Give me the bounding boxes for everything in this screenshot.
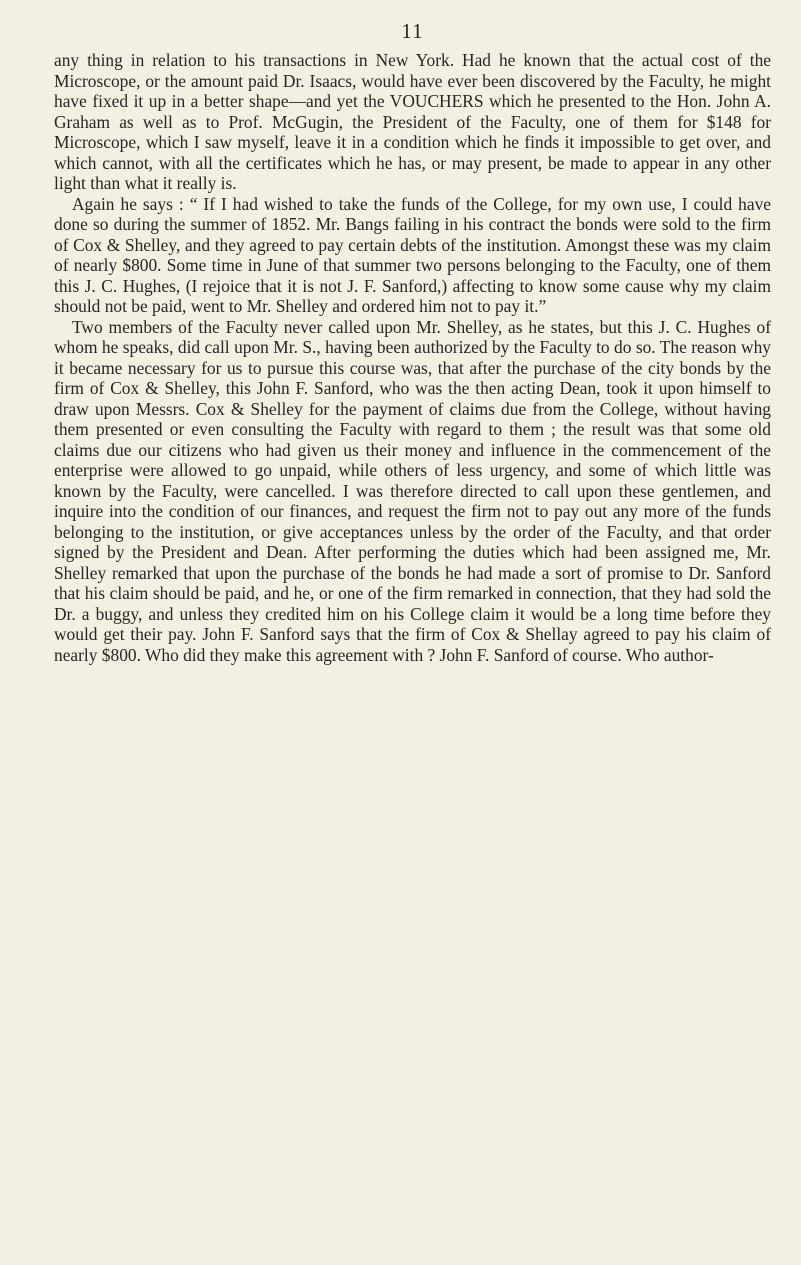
paragraph-3: Two members of the Faculty never called upon Mr. Shelley, as he states, but this J. C. Hughes of whom he speaks, did call upon Mr. S., having been authorized by the Faculty to do so. The reason why it became necessary for us to pursue this course was, that after the purchase of the city bonds by the firm of Cox & Shelley, this John F. Sanford, who was the then acting Dean, took it upon himself to draw upon Messrs. Cox & Shelley for the payment of claims due from the College, without having them presented or even consulting the Faculty with regard to them ; the result was that some old claims due our citizens who had given us their money and influence in the commencement of the enterprise were allowed to go unpaid, while others of less urgency, and some of which little was known by the Faculty, were cancelled. I was therefore directed to call upon these gentlemen, and inquire into the condition of our finances, and request the firm not to pay out any more of the funds belonging to the institution, or give acceptances unless by the order of the Faculty, and that order signed by the President and Dean. After performing the duties which had been assigned me, Mr. Shelley remarked that upon the purchase of the bonds he had made a sort of promise to Dr. Sanford that his claim should be paid, and he, or one of the firm remarked in connection, that they had sold the Dr. a buggy, and unless they credited him on his College claim it would be a long time before they would get their pay. John F. Sanford says that the firm of Cox & Shellay agreed to pay his claim of nearly $800. Who did they make this agreement with ? John F. Sanford of course. Who author-	[54, 316, 771, 665]
paragraph-1: any thing in relation to his transactions in New York. Had he known that the actual cost of the Microscope, or the amount paid Dr. Isaacs, would have ever been discovered by the Faculty, he might have fixed it up in a better shape—and yet the VOUCHERS which he presented to the Hon. John A. Graham as well as to Prof. McGugin, the President of the Faculty, one of them for $148 for Microscope, which I saw myself, leave it in a condition which he finds it impossible to get over, and which cannot, with all the certificates which he has, or may present, be made to appear in any other light than what it really is.	[54, 50, 771, 193]
page-number: 11	[401, 19, 424, 43]
paragraph-2: Again he says : “ If I had wished to take the funds of the College, for my own use, I could have done so during the summer of 1852. Mr. Bangs failing in his contract the bonds were sold to the firm of Cox & Shelley, and they agreed to pay certain debts of the institution. Amongst these was my claim of nearly $800. Some time in June of that summer two persons belonging to the Faculty, one of them this J. C. Hughes, (I rejoice that it is not J. F. Sanford,) affecting to know some cause why my claim should not be paid, went to Mr. Shelley and ordered him not to pay it.”	[54, 193, 771, 316]
